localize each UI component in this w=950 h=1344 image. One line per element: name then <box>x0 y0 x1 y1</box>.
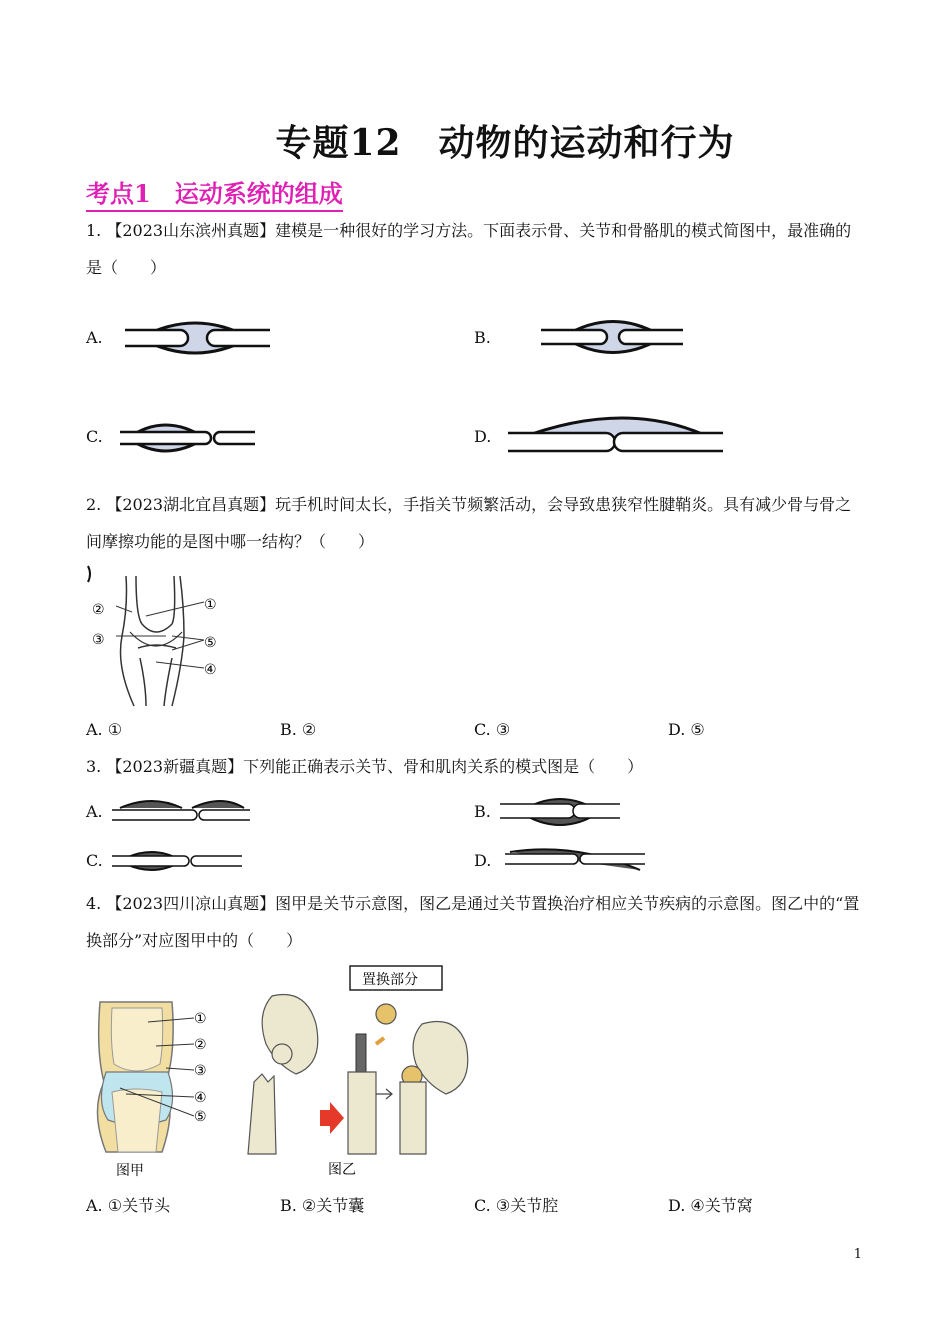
question-2-stem: 2. 【2023湖北宜昌真题】玩手机时间太长，手指关节频繁活动，会导致患狭窄性腱鞘炎。具有减少骨与骨之间摩擦功能的是图中哪一结构？（ ） <box>86 495 852 551</box>
q3-figure-d <box>505 840 650 882</box>
q2-label-5: ⑤ <box>204 634 217 650</box>
q3-figure-b <box>500 788 625 836</box>
q2-option-a[interactable]: A. ① <box>86 720 123 739</box>
q4-caption-yi: 图乙 <box>328 1161 356 1177</box>
page-number: 1 <box>853 1247 862 1262</box>
q2-label-3: ③ <box>92 631 105 647</box>
page-title: 专题12 动物的运动和行为 <box>275 122 735 164</box>
question-3-stem: 3. 【2023新疆真题】下列能正确表示关节、骨和肌肉关系的模式图是（ ） <box>86 757 644 776</box>
q4-option-c[interactable]: C. ③关节腔 <box>474 1196 559 1215</box>
q2-joint-diagram <box>86 566 236 714</box>
q4-label-1: ① <box>194 1010 207 1026</box>
q2-label-1: ① <box>204 596 217 612</box>
q1-option-d[interactable]: D. <box>474 427 492 446</box>
q1-option-a[interactable]: A. <box>86 328 103 347</box>
q4-option-a[interactable]: A. ①关节头 <box>86 1196 171 1215</box>
q4-figure-yi <box>236 964 481 1179</box>
question-4-stem: 4. 【2023四川凉山真题】图甲是关节示意图，图乙是通过关节置换治疗相应关节疾病的示意图。图乙中的“置换部分”对应图甲中的（ ） <box>86 894 860 950</box>
q3-option-a[interactable]: A. <box>86 802 103 821</box>
q3-option-b[interactable]: B. <box>474 802 491 821</box>
section-heading: 考点1 运动系统的组成 <box>86 174 343 212</box>
q3-figure-c <box>112 843 247 879</box>
q4-caption-jia: 图甲 <box>116 1162 144 1178</box>
q1-figure-a <box>120 310 275 366</box>
q2-label-2: ② <box>92 601 105 617</box>
q4-option-b[interactable]: B. ②关节囊 <box>280 1196 365 1215</box>
q4-label-2: ② <box>194 1036 207 1052</box>
q2-label-4: ④ <box>204 661 217 677</box>
q1-option-b[interactable]: B. <box>474 328 491 347</box>
q1-figure-d <box>508 405 728 465</box>
q4-label-3: ③ <box>194 1062 207 1078</box>
q2-option-d[interactable]: D. ⑤ <box>668 720 705 739</box>
q2-option-c[interactable]: C. ③ <box>474 720 511 739</box>
question-1-stem: 1. 【2023山东滨州真题】建模是一种很好的学习方法。下面表示骨、关节和骨骼肌的模式简图中，最准确的是（ ） <box>86 221 852 277</box>
q1-figure-c <box>120 416 260 460</box>
q4-label-5: ⑤ <box>194 1108 207 1124</box>
q1-figure-b <box>538 308 688 366</box>
q4-figure-jia <box>86 1002 221 1177</box>
q2-option-b[interactable]: B. ② <box>280 720 317 739</box>
q3-option-d[interactable]: D. <box>474 851 492 870</box>
q4-label-4: ④ <box>194 1089 207 1105</box>
q3-option-c[interactable]: C. <box>86 851 103 870</box>
q4-replacement-box-label: 置换部分 <box>362 971 418 987</box>
q4-option-d[interactable]: D. ④关节窝 <box>668 1196 753 1215</box>
q3-figure-a <box>112 796 252 832</box>
q1-option-c[interactable]: C. <box>86 427 103 446</box>
